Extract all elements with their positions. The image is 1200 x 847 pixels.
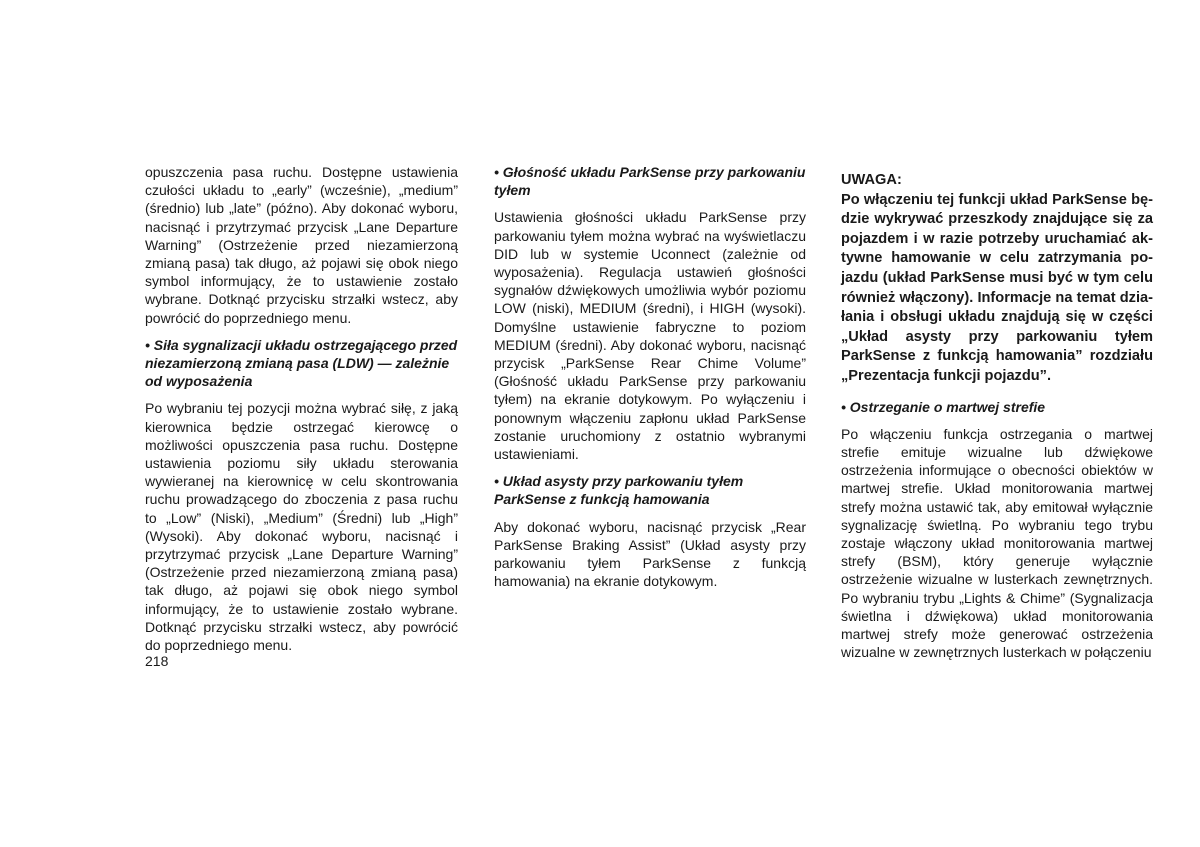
text-column-left xyxy=(145,163,458,663)
heading-ldw-strength: • Siła sygnalizacji układu ostrzegającego przed niezamierzoną zmianą pasa (LDW) — zależnie od wyposażenia xyxy=(145,336,458,390)
paragraph-blind-spot: Po włączeniu funkcja ostrzegania o martwej strefie emituje wizualne lub dźwiękowe ostrzeżenia informujące o obecności obiektów w martwej strefie. Układ monitorowania martwej strefy można ustawić tak, aby emitował wyłącznie sygnalizację świetlną. Po wybraniu tego trybu zostaje włączony układ monitorowania martwej strefy (BSM), który generuje wyłącznie ostrzeżenie wizualne w lusterkach zewnętrznych. Po wybraniu trybu „Lights & Chime” (Sygnalizacja świetlna i dźwiękowa) układ monitorowania martwej strefy może generować ostrzeżenia wizualne w zewnętrznych lusterkach w połączeniu xyxy=(841,425,1153,661)
warning-title: UWAGA: xyxy=(841,172,902,188)
heading-blind-spot: • Ostrzeganie o martwej strefie xyxy=(841,398,1046,415)
heading-parksense-volume: • Głośność układu ParkSense przy parkowaniu tyłem xyxy=(494,164,806,199)
paragraph-lane-departure-sensitivity: opuszczenia pasa ruchu. Dostępne ustawienia czułości układu to „early” (wcześnie), „medium” (średnio) lub „late” (późno). Aby dokonać wyboru, nacisnąć i przytrzymać przycisk „Lane Departure Warning” (Ostrzeżenie przed niezamierzoną zmianą pasa) tak długo, aż pojawi się obok niego symbol informujący, że to ustawienie zostało wybrane. Dotknąć przycisku strzałki wstecz, aby powrócić do poprzedniego menu. xyxy=(145,164,458,326)
paragraph-ldw-strength: Po wybraniu tej pozycji można wybrać siłę, z jaką kierownica będzie ostrzegać kierowcę o możliwości opuszczenia pasa ruchu. Dostępne ustawienia poziomu siły układu sterowania wywieranej na kierownicę w celu skontrowania ruchu prowadzącego do zboczenia z pasa ruchu to „Low” (Niski), „Medium” (Średni) lub „High” (Wysoki). Aby dokonać wyboru, nacisnąć i przytrzymać przycisk „Lane Departure Warning” (Ostrzeżenie przed niezamierzoną zmianą pasa) tak długo, aż pojawi się obok niego symbol informujący, że to ustawienie zostało wybrane. Dotknąć przycisku strzałki wstecz, aby powrócić do poprzedniego menu. xyxy=(145,400,458,654)
page-number: 218 xyxy=(145,653,169,669)
text-column-right xyxy=(841,163,1153,670)
paragraph-parksense-volume: Ustawienia głośności układu ParkSense przy parkowaniu tyłem można wybrać na wyświetlaczu DID lub w systemie Uconnect (zależnie od wyposażenia). Regulacja ustawień głośności sygnałów dźwiękowych umożliwia wybór poziomu LOW (niski), MEDIUM (średni), i HIGH (wysoki). Domyślne ustawienie fabryczne to poziom MEDIUM (średni). Aby dokonać wyboru, nacisnąć przycisk „ParkSense Rear Chime Volume” (Głośność układu ParkSense przy parkowaniu tyłem) na ekranie dotykowym. Po wyłączeniu i ponownym włączeniu zapłonu układ ParkSense zostanie uruchomiony z ostatnio wybranymi ustawieniami. xyxy=(494,209,806,463)
text-column-middle xyxy=(494,163,806,599)
heading-parksense-braking-assist: • Układ asysty przy parkowaniu tyłem ParkSense z funkcją hamowania xyxy=(494,473,744,508)
warning-body: Po włączeniu tej funkcji układ ParkSense będzie wykrywać przeszkody znajdujące się za pojazdem i w razie potrzeby uruchamiać aktywne hamowanie w celu zatrzymania pojazdu (układ ParkSense musi być w tym celu również włączony). Informacje na temat działania i obsługi układu znajdują się w części „Układ asysty przy parkowaniu tyłem ParkSense z funkcją hamowania” rozdziału „Prezentacja funkcji pojazdu”. xyxy=(841,191,1153,384)
paragraph-parksense-braking-assist: Aby dokonać wyboru, nacisnąć przycisk „Rear ParkSense Braking Assist” (Układ asysty przy parkowaniu tyłem ParkSense z funkcją hamowania) na ekranie dotykowym. xyxy=(494,518,806,590)
